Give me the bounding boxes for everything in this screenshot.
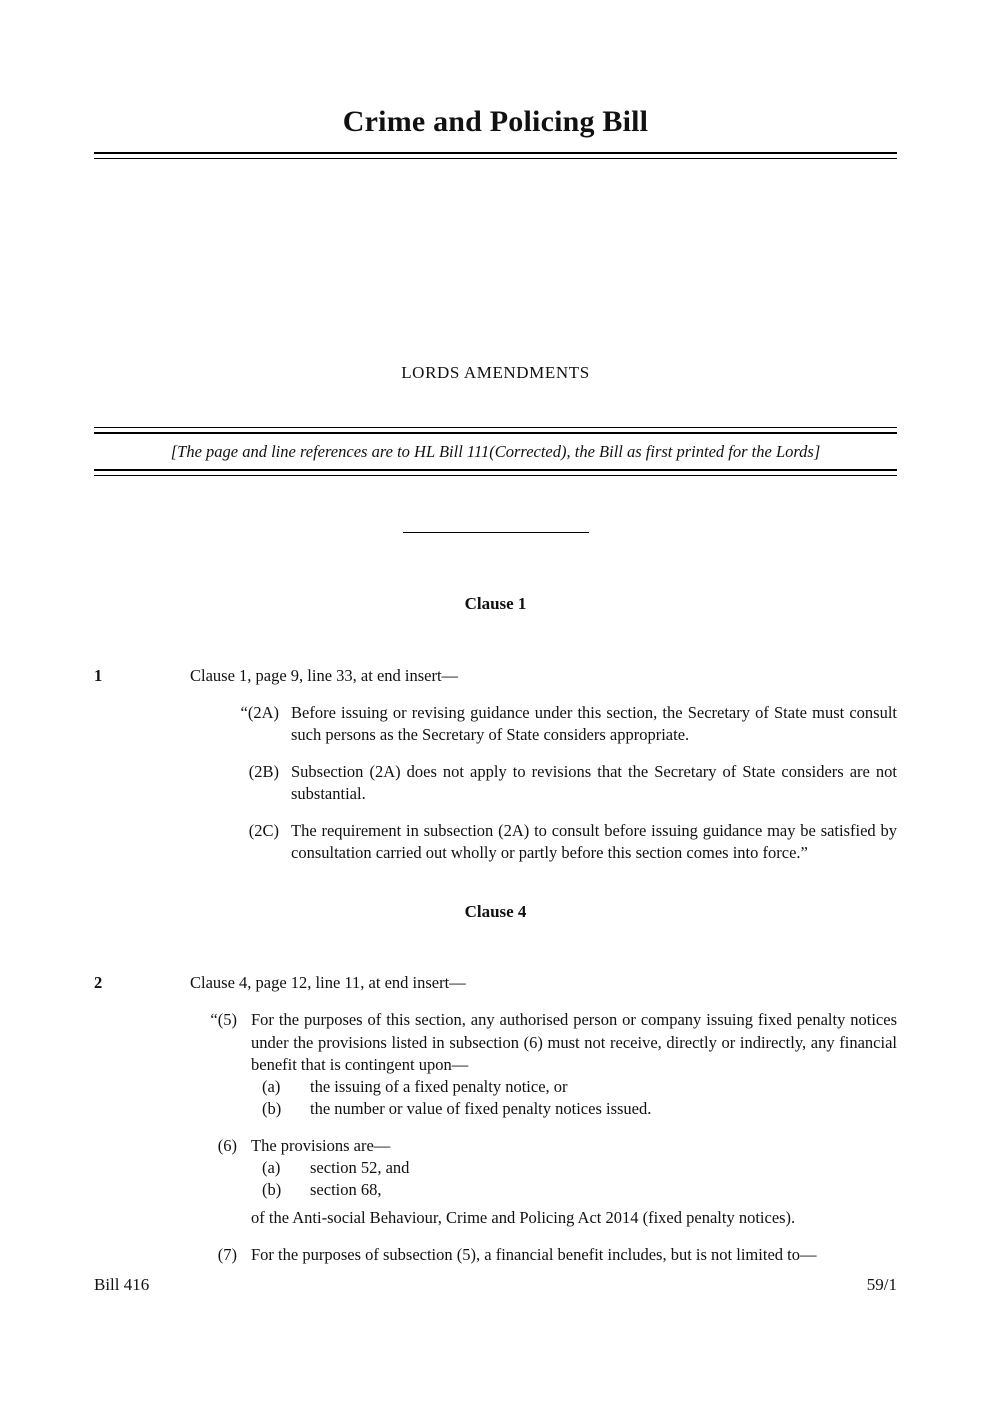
clause-heading: Clause 1 <box>464 594 527 614</box>
page-title: Crime and Policing Bill <box>342 105 649 138</box>
provision-label: “(2A) <box>240 702 279 722</box>
provision-subitem <box>262 1098 897 1120</box>
subitem-label: (b) <box>262 1180 282 1200</box>
provision-closing-text: of the Anti-social Behaviour, Crime and Policing Act 2014 (fixed penalty notices). <box>251 1208 796 1228</box>
reference-note: [The page and line references are to HL Bill 111(Corrected), the Bill as first printed for the Lords] <box>170 441 821 461</box>
subitem-label: (a) <box>262 1076 281 1096</box>
provision-subitem <box>262 1157 897 1179</box>
amendment-lead: Clause 1, page 9, line 33, at end insert— <box>190 665 459 685</box>
provision-text: Before issuing or revising guidance under this section, the Secretary of State must consult such persons as the Secretary of State considers appropriate. <box>291 702 897 745</box>
provision <box>94 820 897 864</box>
provision-label: (2B) <box>248 762 279 782</box>
provision <box>94 1009 897 1120</box>
provision-body <box>251 1135 897 1229</box>
lords-amendments-heading: LORDS AMENDMENTS <box>401 363 590 383</box>
reference-rule-top <box>94 427 897 434</box>
amendment-number: 2 <box>94 973 103 993</box>
provision-text: For the purposes of this section, any authorised person or company issuing fixed penalty notices under the provisions listed in subsection (6) must not receive, directly or indirectly, any financial benefit that is contingent upon— <box>251 1010 897 1074</box>
subitem-label: (b) <box>262 1098 282 1118</box>
provision <box>94 1135 897 1229</box>
provision <box>94 761 897 805</box>
provision-label: (7) <box>217 1245 237 1265</box>
provision-body <box>251 1009 897 1120</box>
provision-text: Subsection (2A) does not apply to revisions that the Secretary of State considers are not substantial. <box>291 762 897 804</box>
amendment-lead: Clause 4, page 12, line 11, at end insert— <box>190 973 466 993</box>
reference-rule-bottom <box>94 469 897 476</box>
provision-subitem <box>262 1076 897 1098</box>
amendment-number: 1 <box>94 665 103 685</box>
provision-label: (2C) <box>248 821 279 841</box>
clause-heading: Clause 4 <box>464 901 527 921</box>
provision-text: The requirement in subsection (2A) to consult before issuing guidance may be satisfied by consultation carried out wholly or partly before this section comes into force.” <box>291 821 897 863</box>
amendment <box>94 665 897 687</box>
footer-page-ref: 59/1 <box>866 1275 897 1294</box>
page-content <box>94 0 897 1267</box>
title-rule <box>94 152 897 159</box>
amendment <box>94 972 897 994</box>
section-divider <box>403 532 589 533</box>
footer-bill-number: Bill 416 <box>94 1275 150 1294</box>
provision <box>94 702 897 746</box>
subitem-text: the number or value of fixed penalty notices issued. <box>310 1098 652 1118</box>
provision <box>94 1244 897 1266</box>
provision-text: The provisions are— <box>251 1136 391 1156</box>
provision-label: (6) <box>217 1136 237 1156</box>
provision-subitem <box>262 1179 897 1201</box>
subitem-text: section 52, and <box>310 1158 410 1178</box>
subitem-text: the issuing of a fixed penalty notice, or <box>310 1076 568 1096</box>
provision-label: “(5) <box>210 1010 237 1030</box>
subitem-label: (a) <box>262 1158 281 1178</box>
subitem-text: section 68, <box>310 1180 382 1200</box>
provision-text: For the purposes of subsection (5), a financial benefit includes, but is not limited to— <box>251 1245 817 1265</box>
page-footer <box>94 1274 897 1297</box>
